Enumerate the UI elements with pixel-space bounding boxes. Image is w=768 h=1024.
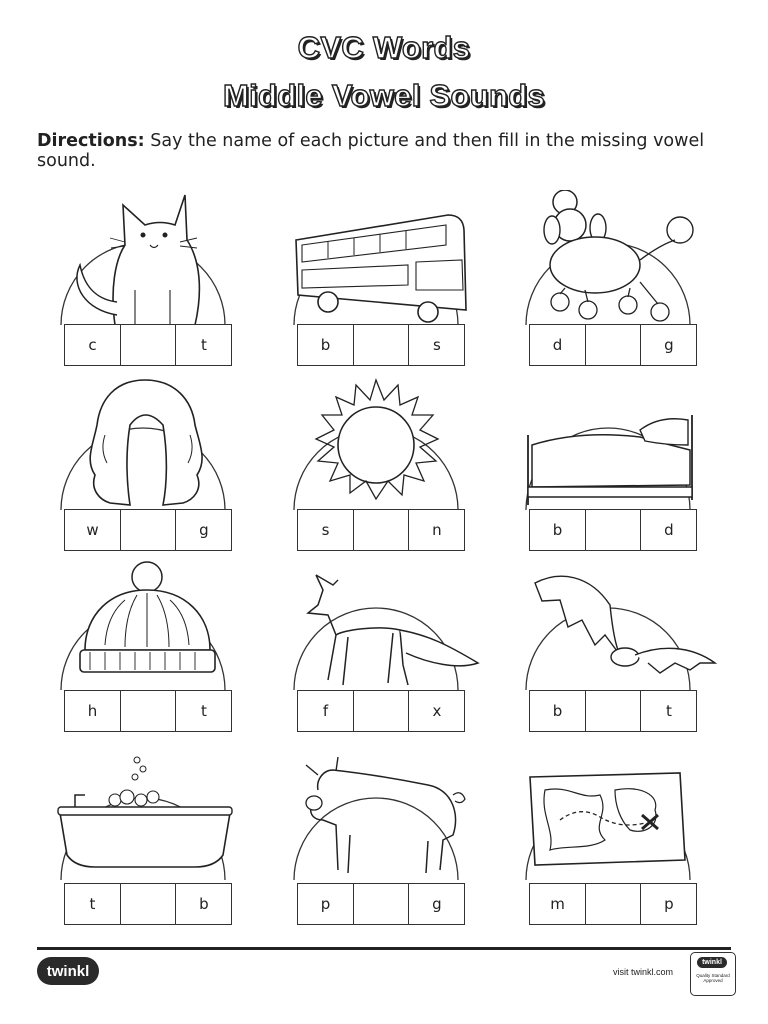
letter-first: c — [64, 324, 121, 366]
twinkl-logo[interactable]: twinkl — [37, 957, 99, 985]
letter-first: w — [64, 509, 121, 551]
letter-last: d — [640, 509, 697, 551]
page-title: CVC Words — [297, 30, 471, 65]
bed-icon — [520, 375, 750, 515]
letter-last: g — [408, 883, 465, 925]
badge-text: Quality Standard Approved — [696, 973, 730, 983]
letter-last: s — [408, 324, 465, 366]
directions-text: Say the name of each picture and then fill in the missing vowel sound. — [37, 131, 705, 171]
letter-first: m — [529, 883, 586, 925]
bus-icon — [288, 190, 518, 330]
word-card-bus — [288, 190, 518, 380]
directions-label: Directions: — [37, 131, 145, 151]
letter-last: g — [640, 324, 697, 366]
letter-last: g — [175, 509, 232, 551]
letter-first: b — [529, 509, 586, 551]
vowel-blank[interactable] — [353, 324, 410, 366]
word-card-bat — [520, 555, 750, 745]
letter-last: b — [175, 883, 232, 925]
vowel-blank[interactable] — [585, 690, 642, 732]
vowel-blank[interactable] — [353, 509, 410, 551]
word-card-dog — [520, 190, 750, 380]
sun-icon — [288, 375, 518, 515]
vowel-blank[interactable] — [585, 324, 642, 366]
map-icon — [520, 745, 750, 885]
bat-icon — [520, 555, 750, 695]
vowel-blank[interactable] — [120, 509, 177, 551]
tub-icon — [55, 745, 285, 885]
visit-link[interactable]: visit twinkl.com — [613, 967, 674, 977]
letter-first: t — [64, 883, 121, 925]
letter-last: x — [408, 690, 465, 732]
footer-divider — [37, 947, 731, 950]
word-card-cat — [55, 190, 285, 380]
letter-first: s — [297, 509, 354, 551]
letter-first: b — [529, 690, 586, 732]
letter-first: h — [64, 690, 121, 732]
word-card-sun — [288, 375, 518, 565]
fox-icon — [288, 555, 518, 695]
word-card-hat — [55, 555, 285, 745]
vowel-blank[interactable] — [120, 690, 177, 732]
vowel-blank[interactable] — [585, 883, 642, 925]
vowel-blank[interactable] — [353, 690, 410, 732]
vowel-blank[interactable] — [120, 883, 177, 925]
word-card-fox — [288, 555, 518, 745]
dog-icon — [520, 190, 750, 330]
directions — [37, 131, 737, 171]
word-card-wig — [55, 375, 285, 565]
word-card-pig — [288, 745, 518, 935]
word-card-map — [520, 745, 750, 935]
letter-first: f — [297, 690, 354, 732]
letter-first: p — [297, 883, 354, 925]
word-card-bed — [520, 375, 750, 565]
wig-icon — [55, 375, 285, 515]
letter-last: t — [175, 690, 232, 732]
letter-last: t — [175, 324, 232, 366]
letter-first: d — [529, 324, 586, 366]
letter-first: b — [297, 324, 354, 366]
badge-title: twinkl — [697, 957, 727, 968]
quality-badge — [690, 952, 736, 996]
hat-icon — [55, 555, 285, 695]
vowel-blank[interactable] — [120, 324, 177, 366]
vowel-blank[interactable] — [353, 883, 410, 925]
page-subtitle: Middle Vowel Sounds — [222, 78, 546, 113]
pig-icon — [288, 745, 518, 885]
letter-last: n — [408, 509, 465, 551]
word-card-tub — [55, 745, 285, 935]
letter-last: t — [640, 690, 697, 732]
letter-last: p — [640, 883, 697, 925]
cat-icon — [55, 190, 285, 330]
vowel-blank[interactable] — [585, 509, 642, 551]
